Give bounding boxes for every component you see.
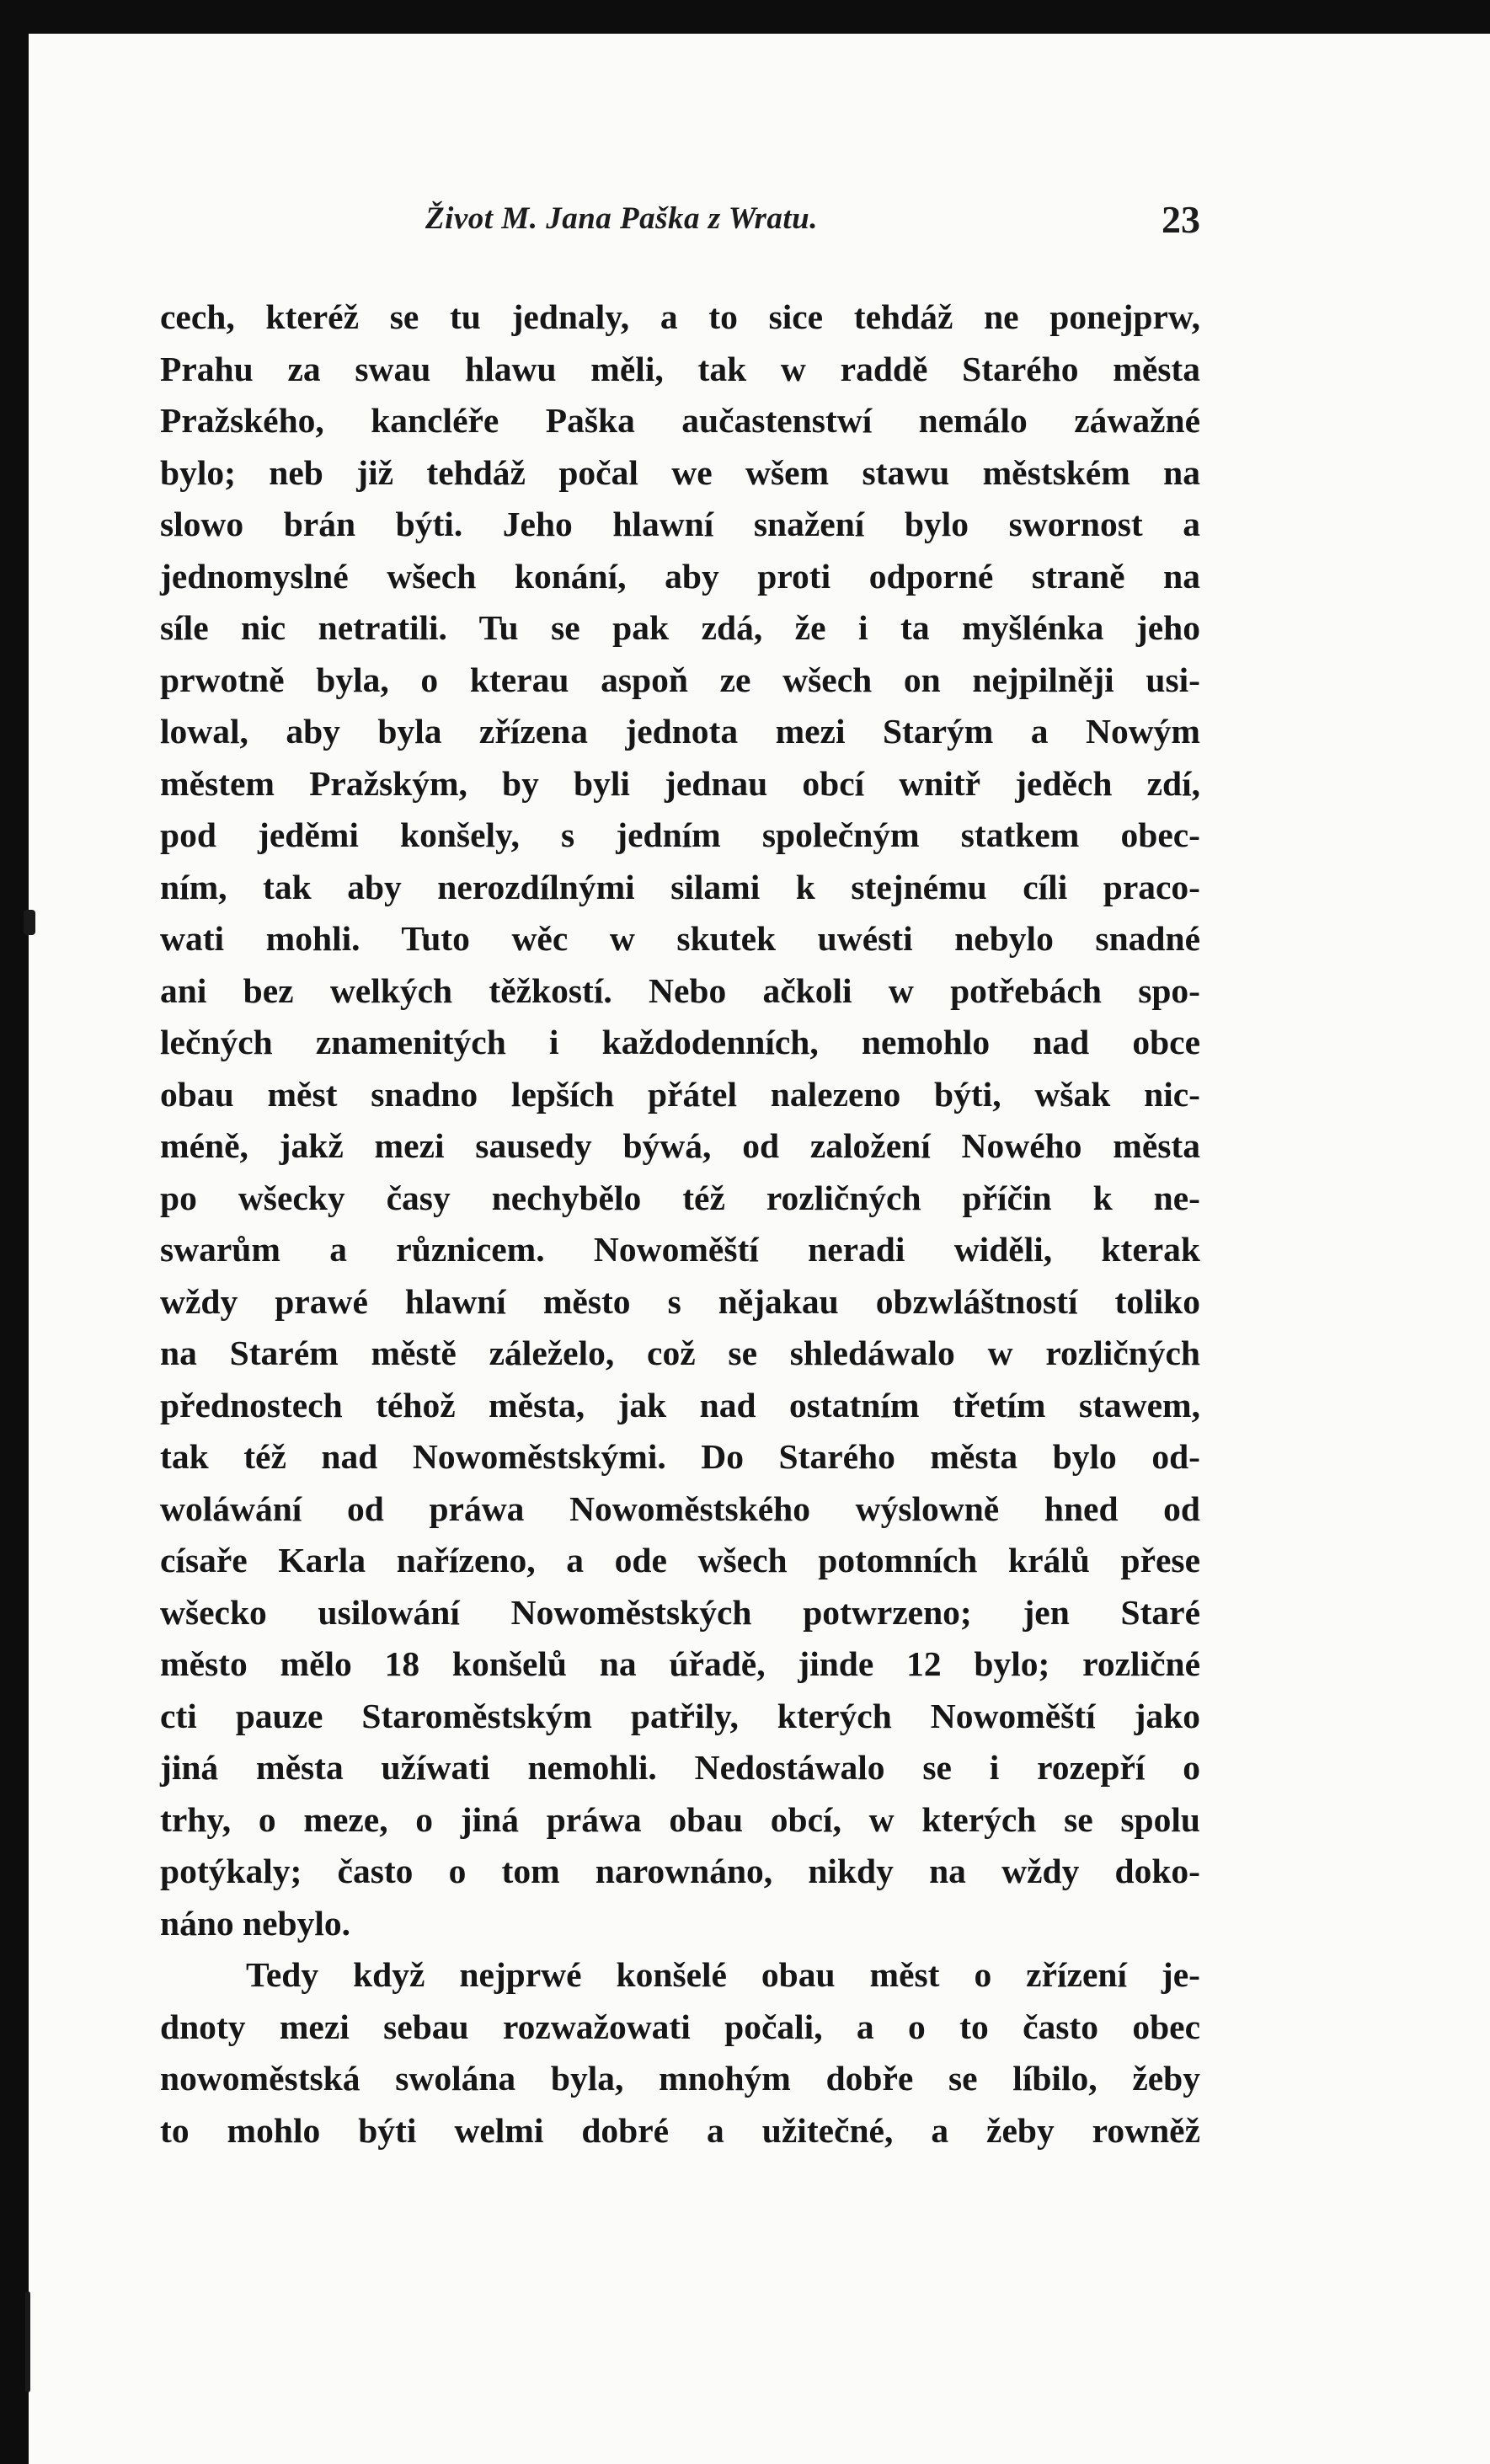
paragraph-2 [160,1949,1200,2157]
text-line: síle nic netratili. Tu se pak zdá, že i ta myšlénka jeho [160,608,1200,647]
text-line: náno nebylo. [160,1903,351,1943]
scan-border-left [0,0,29,2464]
text-line: wati mohli. Tuto wěc w skutek uwésti nebylo snadné [160,919,1200,958]
body-text [160,291,1200,2157]
text-line: trhy, o meze, o jiná práwa obau obcí, w kterých se spolu [160,1799,1200,1839]
text-line: potýkaly; často o tom narownáno, nikdy na wždy doko- [160,1852,1200,1890]
text-line: městem Pražským, by byli jednau obcí wnitř jeděch zdí, [160,763,1200,803]
text-line: Prahu za swau hlawu měli, tak w raddě Starého města [160,349,1200,388]
text-line: město mělo 18 konšelů na úřadě, jinde 12 bylo; rozličné [160,1644,1200,1683]
text-line: tak též nad Nowoměstskými. Do Starého města bylo od- [160,1437,1200,1476]
text-line: nowoměstská swolána byla, mnohým dobře se líbilo, žeby [160,2059,1200,2098]
text-line: lowal, aby byla zřízena jednota mezi Starým a Nowým [160,712,1200,751]
text-line: cti pauze Staroměstským patřily, kterých Nowoměští jako [160,1696,1200,1735]
text-line: lečných znamenitých i každodenních, nemohlo nad obce [160,1023,1200,1061]
text-line: wždy prawé hlawní město s nějakau obzwláštností toliko [160,1281,1200,1321]
text-line: císaře Karla nařízeno, a ode wšech potomních králů přese [160,1541,1200,1579]
text-line: dnoty mezi sebau rozwažowati počali, a o to často obec [160,2007,1200,2046]
text-line: přednostech téhož města, jak nad ostatním třetím stawem, [160,1385,1200,1424]
text-line: to mohlo býti welmi dobré a užitečné, a žeby rowněž [160,2110,1200,2150]
text-line: pod jeděmi konšely, s jedním společným statkem obec- [160,815,1200,854]
text-line: Pražského, kancléře Paška aučastenstwí nemálo záwažné [160,401,1200,440]
text-line: méně, jakž mezi sausedy býwá, od založení Nowého města [160,1126,1200,1165]
text-line: wšecko usilowání Nowoměstských potwrzeno; jen Staré [160,1592,1200,1632]
book-page [160,185,1200,2157]
text-line: cech, kteréž se tu jednaly, a to sice tehdáž ne ponejprw, [160,297,1200,336]
text-line: po wšecky časy nechybělo též rozličných příčin k ne- [160,1178,1200,1217]
text-line: jednomyslné wšech konání, aby proti odporné straně na [160,556,1200,596]
running-title: Život M. Jana Paška z Wratu. [425,201,818,236]
scan-border-top [0,0,1490,34]
text-line: ním, tak aby nerozdílnými silami k stejnému cíli praco- [160,867,1200,906]
paragraph-1 [160,291,1200,1949]
text-line: na Starém městě záleželo, což se shledáwalo w rozličných [160,1334,1200,1372]
margin-mark [25,2291,30,2392]
text-line: ani bez welkých těžkostí. Nebo ačkoli w potřebách spo- [160,970,1200,1010]
running-head [160,185,1200,253]
text-line: swarům a různicem. Nowoměští neradi widěli, kterak [160,1230,1200,1269]
margin-mark [24,910,35,935]
text-line: jiná města užíwati nemohli. Nedostáwalo se i rozepří o [160,1748,1200,1787]
text-line: bylo; neb již tehdáž počal we wšem stawu městském na [160,452,1200,492]
text-line: prwotně byla, o kterau aspoň ze wšech on nejpilněji usi- [160,660,1200,699]
text-line: woláwání od práwa Nowoměstského wýslowně hned od [160,1489,1200,1528]
page-number: 23 [1162,198,1200,241]
text-line: slowo brán býti. Jeho hlawní snažení bylo swornost a [160,505,1200,543]
text-line: Tedy když nejprwé konšelé obau měst o zřízení je- [246,1955,1200,1994]
text-line: obau měst snadno lepších přátel nalezeno býti, wšak nic- [160,1074,1200,1114]
